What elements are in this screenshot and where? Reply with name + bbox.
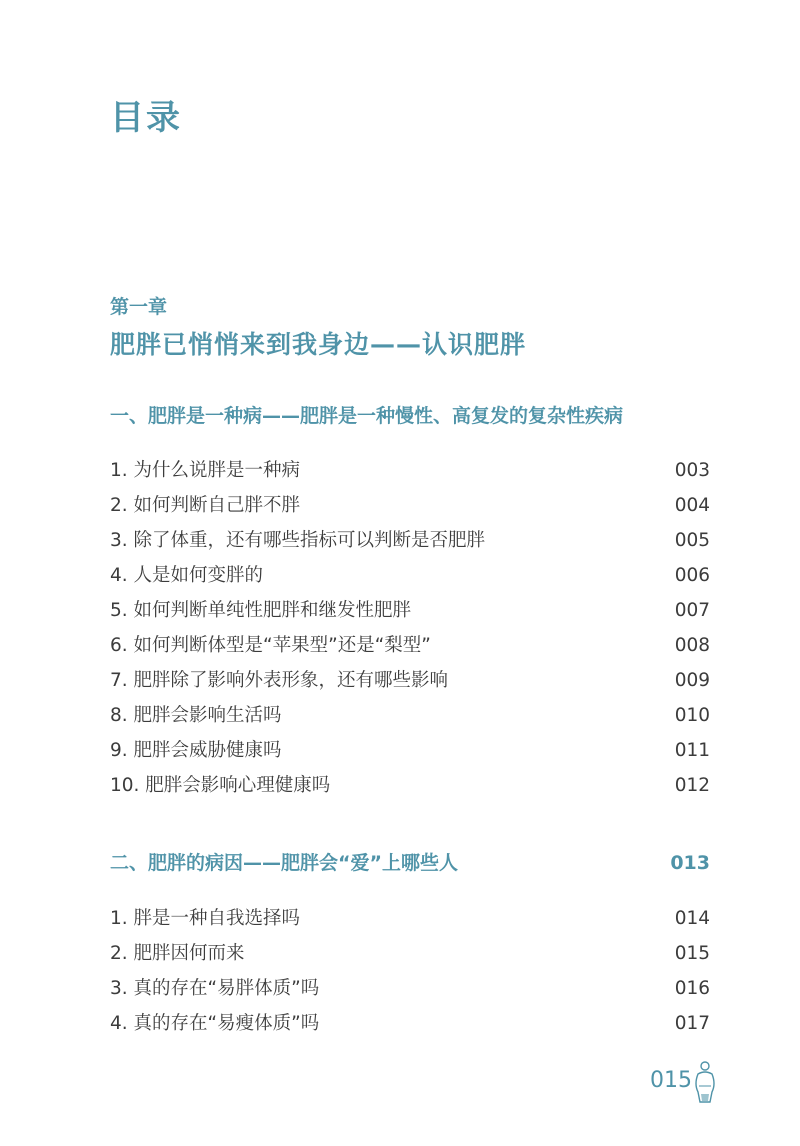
toc-item-page: 009 [674, 670, 710, 691]
toc-item-page: 015 [674, 943, 710, 964]
standing-figure-icon [692, 1060, 718, 1104]
section-2-list [110, 904, 710, 1044]
toc-item-page: 003 [674, 460, 710, 481]
toc-item-text: 1. 胖是一种自我选择吗 [110, 908, 301, 929]
section-1-list [110, 456, 710, 806]
toc-item-page: 007 [674, 600, 710, 621]
toc-item-text: 3. 除了体重，还有哪些指标可以判断是否肥胖 [110, 530, 486, 551]
toc-item[interactable] [110, 939, 710, 974]
section-heading-2-page: 013 [670, 852, 710, 874]
toc-item[interactable] [110, 561, 710, 596]
toc-item-text: 5. 如何判断单纯性肥胖和继发性肥胖 [110, 600, 412, 621]
toc-item-text: 6. 如何判断体型是“苹果型”还是“梨型” [110, 635, 431, 656]
toc-item-text: 8. 肥胖会影响生活吗 [110, 705, 282, 726]
toc-item-text: 2. 肥胖因何而来 [110, 943, 245, 964]
toc-item[interactable] [110, 771, 710, 806]
toc-item-page: 006 [674, 565, 710, 586]
toc-item[interactable] [110, 974, 710, 1009]
toc-item[interactable] [110, 456, 710, 491]
toc-item-page: 004 [674, 495, 710, 516]
page-title: 目录 [110, 98, 182, 138]
toc-item-text: 9. 肥胖会威胁健康吗 [110, 740, 282, 761]
toc-item-page: 014 [674, 908, 710, 929]
toc-item-page: 010 [674, 705, 710, 726]
chapter-title: 肥胖已悄悄来到我身边——认识肥胖 [110, 330, 527, 359]
toc-item-page: 017 [674, 1013, 710, 1034]
toc-item-page: 011 [674, 740, 710, 761]
section-heading-2-title: 二、肥胖的病因——肥胖会“爱”上哪些人 [110, 852, 458, 874]
toc-item-text: 10. 肥胖会影响心理健康吗 [110, 775, 331, 796]
toc-item[interactable] [110, 526, 710, 561]
section-heading-1[interactable] [110, 401, 710, 428]
toc-item[interactable] [110, 736, 710, 771]
toc-item-text: 3. 真的存在“易胖体质”吗 [110, 978, 320, 999]
toc-item[interactable] [110, 701, 710, 736]
toc-item[interactable] [110, 904, 710, 939]
page-number: 015 [650, 1068, 692, 1093]
chapter-label: 第一章 [110, 296, 168, 318]
toc-item[interactable] [110, 1009, 710, 1044]
toc-item-text: 1. 为什么说胖是一种病 [110, 460, 301, 481]
toc-item-text: 4. 人是如何变胖的 [110, 565, 264, 586]
toc-item[interactable] [110, 491, 710, 526]
section-heading-1-title: 一、肥胖是一种病——肥胖是一种慢性、高复发的复杂性疾病 [110, 405, 624, 427]
toc-item-text: 4. 真的存在“易瘦体质”吗 [110, 1013, 320, 1034]
toc-item-text: 2. 如何判断自己胖不胖 [110, 495, 301, 516]
toc-item-page: 012 [674, 775, 710, 796]
toc-item[interactable] [110, 631, 710, 666]
section-heading-2[interactable] [110, 848, 710, 875]
toc-item-page: 005 [674, 530, 710, 551]
toc-item[interactable] [110, 596, 710, 631]
toc-item[interactable] [110, 666, 710, 701]
toc-item-text: 7. 肥胖除了影响外表形象，还有哪些影响 [110, 670, 449, 691]
toc-item-page: 016 [674, 978, 710, 999]
toc-item-page: 008 [674, 635, 710, 656]
